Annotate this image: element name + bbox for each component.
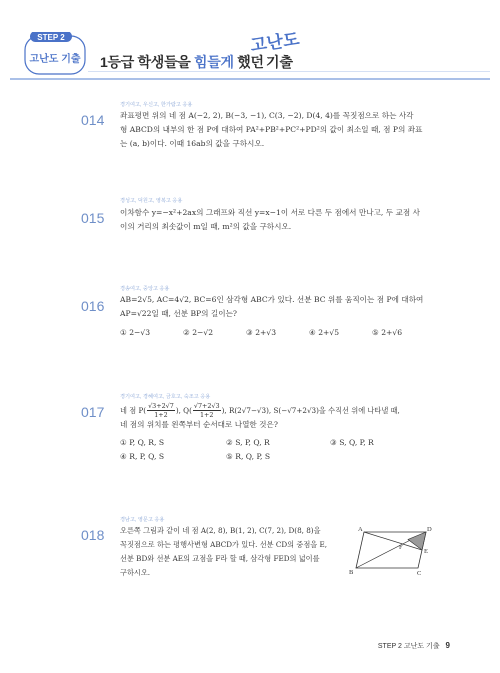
title-big-word: 고난도 xyxy=(249,29,301,56)
problem-014-line: 좌표평면 위의 네 점 A(−2, 2), B(−3, −1), C(3, −2), D(4, 4)를 꼭짓점으로 하는 사각 xyxy=(120,111,414,120)
option-016-2[interactable]: ② 2−√2 xyxy=(183,328,214,337)
problem-number-016: 016 xyxy=(81,298,105,314)
problem-017-seg-a: 네 점 P( xyxy=(120,405,147,415)
option-016-5[interactable]: ⑤ 2+√6 xyxy=(372,328,403,337)
source-016: 경송여고, 중앙고 응용 xyxy=(120,286,170,292)
problem-016-line: AP=√22일 때, 선분 BP의 길이는? xyxy=(120,309,237,318)
problem-number-017: 017 xyxy=(81,404,105,420)
fraction-q xyxy=(193,402,221,419)
problem-number-015: 015 xyxy=(81,210,105,226)
step-label: STEP 2 xyxy=(37,33,65,42)
option-017-1[interactable]: ① P, Q, R, S xyxy=(120,438,165,447)
problem-014-text xyxy=(120,109,472,151)
fraction-p xyxy=(147,402,175,419)
option-016-3[interactable]: ③ 2+√3 xyxy=(246,328,277,337)
source-015: 경성고, 덕원고, 영복고 응용 xyxy=(120,198,183,204)
problem-014-line: 형 ABCD의 내부의 한 점 P에 대하여 PA²+PB²+PC²+PD²의 값이 최소일 때, 점 P의 좌표 xyxy=(120,125,423,134)
problem-018-line: 꼭짓점으로 하는 평행사변형 ABCD가 있다. 선분 CD의 중점을 E, xyxy=(120,540,328,549)
title-part3: 기출 xyxy=(266,54,294,70)
header-rule xyxy=(10,78,490,80)
problem-014-line: 는 (a, b)이다. 이때 16ab의 값을 구하시오. xyxy=(120,139,265,148)
problem-017-seg-c: ), R(2√7−√3), S(−√7+2√3)을 수직선 위에 나타낼 때, xyxy=(221,405,400,415)
problem-016-text xyxy=(120,293,472,321)
source-017: 경기여고, 경혜여고, 금호고, 숙조고 응용 xyxy=(120,394,211,400)
fraction-p-numerator: √3+2√7 xyxy=(148,402,174,410)
option-017-4[interactable]: ④ R, P, Q, S xyxy=(120,452,165,461)
option-017-3[interactable]: ③ S, Q, P, R xyxy=(330,438,374,447)
label-d: D xyxy=(427,526,432,533)
parallelogram-figure xyxy=(348,524,438,576)
page-title xyxy=(100,52,264,72)
fraction-p-denominator: 1+2 xyxy=(154,411,168,419)
fraction-q-numerator: √7+2√3 xyxy=(193,402,220,410)
step-badge xyxy=(24,32,86,76)
problem-015-line: 이의 거리의 최솟값이 m일 때, m²의 값을 구하시오. xyxy=(120,222,292,231)
title-part1: 1등급 학생들을 xyxy=(100,54,191,70)
problem-018-text xyxy=(120,524,348,580)
problem-number-018: 018 xyxy=(81,527,105,543)
title-highlight: 힘들게 xyxy=(194,54,234,70)
source-018: 경남고, 영문고 응용 xyxy=(120,517,165,523)
problem-018-line: 선분 BD와 선분 AE의 교점을 F라 할 때, 삼각형 FED의 넓이를 xyxy=(120,554,320,563)
source-014: 경기여고, 우신고, 한가람고 응용 xyxy=(120,102,193,108)
label-b: B xyxy=(349,569,354,576)
problem-017-seg-b: ), Q( xyxy=(175,405,192,415)
label-a: A xyxy=(358,526,363,533)
label-f: F xyxy=(399,544,403,551)
fraction-q-denominator: 1+2 xyxy=(199,411,214,419)
problem-017-line1 xyxy=(120,402,480,419)
badge-label: 고난도 기출 xyxy=(29,54,81,65)
option-016-1[interactable]: ① 2−√3 xyxy=(120,328,151,337)
problem-015-line: 이차함수 y=−x²+2ax의 그래프와 직선 y=x−1이 서로 다른 두 점에서 만나고, 두 교점 사 xyxy=(120,208,420,217)
problem-015-text xyxy=(120,206,472,234)
page-footer xyxy=(378,641,450,651)
label-c: C xyxy=(417,570,422,576)
label-e: E xyxy=(424,548,428,555)
problem-number-014: 014 xyxy=(81,112,105,128)
problem-018-line: 오른쪽 그림과 같이 네 점 A(2, 8), B(1, 2), C(7, 2), D(8, 8)을 xyxy=(120,526,321,535)
problem-016-line: AB=2√5, AC=4√2, BC=6인 삼각형 ABC가 있다. 선분 BC 위를 움직이는 점 P에 대하여 xyxy=(120,295,424,304)
footer-label: STEP 2 고난도 기출 xyxy=(377,643,440,650)
title-part2: 했던 xyxy=(237,54,264,70)
problem-017-line2: 네 점의 위치를 왼쪽부터 순서대로 나열한 것은? xyxy=(120,420,278,429)
option-017-2[interactable]: ② S, P, Q, R xyxy=(226,438,270,447)
option-016-4[interactable]: ④ 2+√5 xyxy=(309,328,340,337)
problem-018-line: 구하시오. xyxy=(120,568,151,577)
page-number: 9 xyxy=(445,641,450,650)
option-017-5[interactable]: ⑤ R, Q, P, S xyxy=(226,452,271,461)
